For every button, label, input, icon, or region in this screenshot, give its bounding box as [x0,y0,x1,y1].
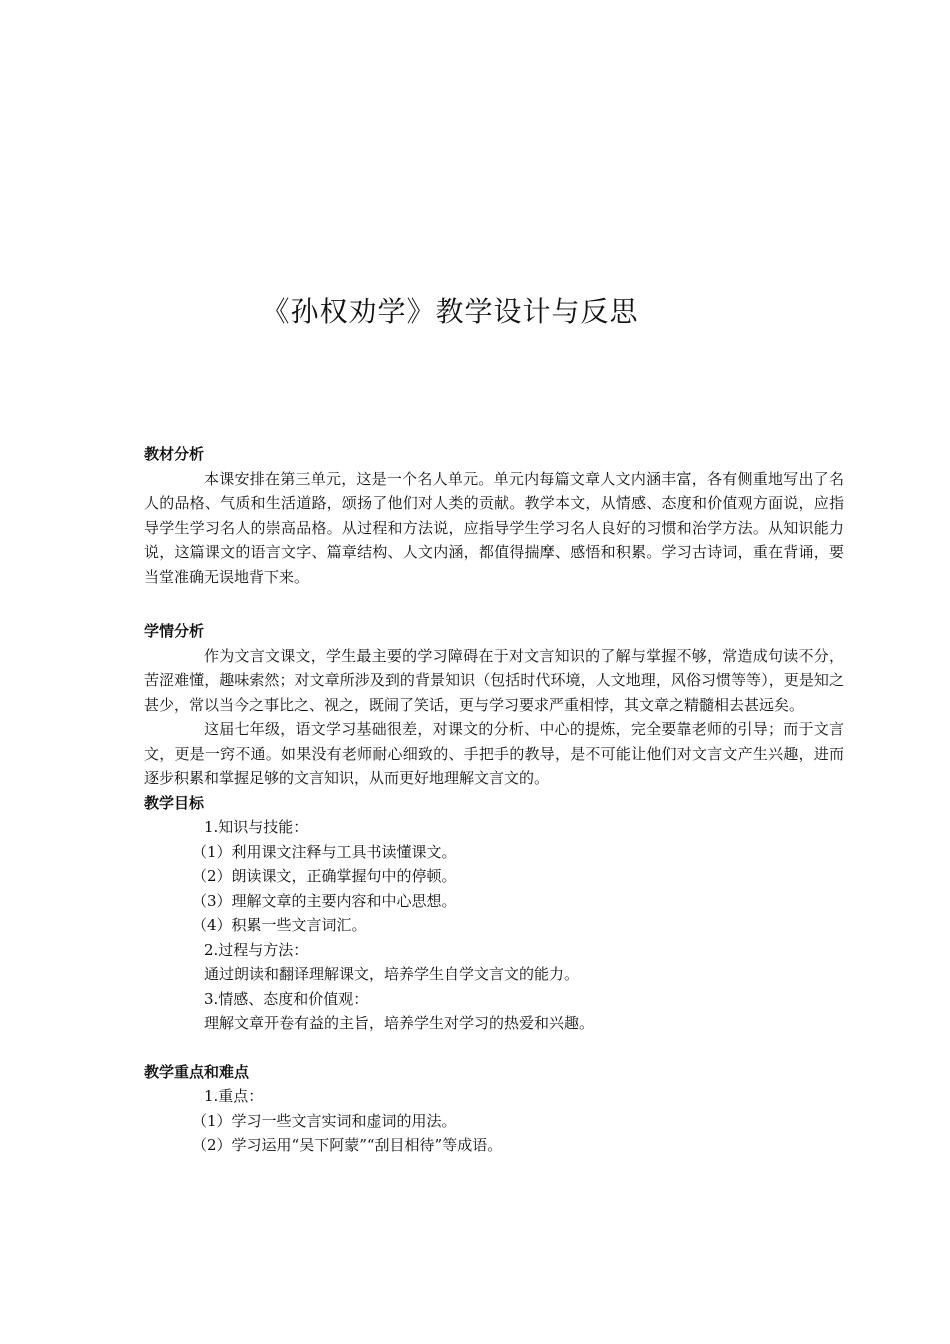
goal-heading: 2.过程与方法： [204,940,309,959]
point-heading: 1.重点： [204,1087,264,1105]
goal-heading: 1.知识与技能： [204,818,309,836]
paragraph: 本课安排在第三单元，这是一个名人单元。单元内每篇文章人文内涵丰富，各有侧重地写出了名人的品格、气质和生活道路，颂扬了他们对人类的贡献。教学本文，从情感、态度和价值观方面说，应指导学生学习名人的崇高品格。从过程和方法说，应指导学生学习名人良好的习惯和治学方法。从知识能力说，这篇课文的语言文字、篇章结构、人文内涵，都值得揣摩、感悟和积累。学习古诗词，重在背诵，要当堂准确无误地背下来。 [144,469,844,586]
paragraph: 这届七年级，语文学习基础很差，对课文的分析、中心的提炼，完全要靠老师的引导；而于文言文，更是一窍不通。如果没有老师耐心细致的、手把手的教导，是不可能让他们对文言文产生兴趣，进而逐步积累和掌握足够的文言知识，从而更好地理解文言文的。 [144,720,844,787]
document-title: 《孙权劝学》教学设计与反思 [261,295,639,328]
paragraph: 作为文言文课文，学生最主要的学习障碍在于对文言知识的了解与掌握不够，常造成句读不分，苦涩难懂，趣味索然；对文章所涉及到的背景知识（包括时代环境，人文地理，风俗习惯等等），更是知之甚少，常以当今之事比之、视之，既闹了笑话，更与学习要求严重相悖，其文章之精髓相去甚远矣。 [144,646,844,714]
list-item: （2）学习运用“吴下阿蒙”“刮目相待”等成语。 [192,1136,503,1154]
list-item: （3）理解文章的主要内容和中心思想。 [192,891,457,910]
goal-text: 通过朗读和翻译理解课文，培养学生自学文言文的能力。 [204,965,580,983]
section-heading-textbook-analysis: 教材分析 [144,445,205,463]
section-heading-key-points: 教学重点和难点 [144,1062,250,1081]
list-item: （1）利用课文注释与工具书读懂课文。 [192,842,457,861]
list-item: （4）积累一些文言词汇。 [192,916,367,934]
section-heading-teaching-goals: 教学目标 [144,793,205,812]
goal-heading: 3.情感、态度和价值观： [204,989,369,1008]
document-body [144,442,844,1158]
list-item: （2）朗读课文，正确掌握句中的停顿。 [192,867,457,885]
list-item: （1）学习一些文言实词和虚词的用法。 [192,1111,457,1130]
goal-text: 理解文章开卷有益的主旨，培养学生对学习的热爱和兴趣。 [204,1014,595,1032]
section-heading-student-analysis: 学情分析 [144,622,205,640]
